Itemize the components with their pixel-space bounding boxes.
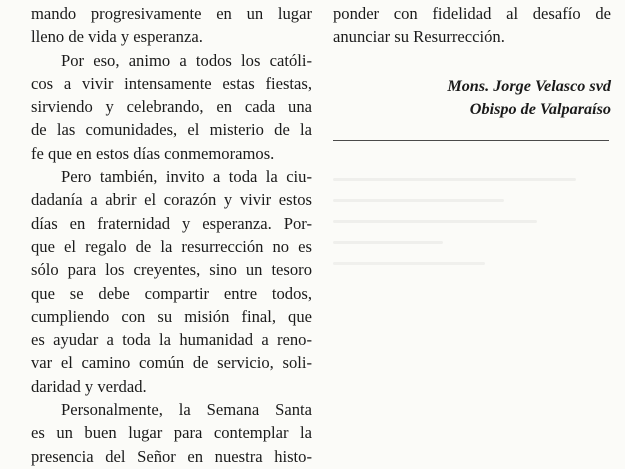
left-text-column — [31, 2, 312, 468]
text-line: ponder con fidelidad al desafío de — [333, 4, 611, 23]
signature-block — [447, 75, 611, 122]
signature-title: Obispo de Valparaíso — [469, 100, 611, 119]
text-line: lleno de vida y esperanza. — [31, 27, 203, 47]
text-line: que se debe compartir entre todos, — [31, 283, 312, 303]
text-line: anunciar su Resurrección. — [333, 27, 505, 47]
text-line: de las comunidades, el misterio de la — [31, 120, 312, 140]
text-line: que el regalo de la resurrección no es — [31, 236, 312, 256]
text-line: mando progresivamente en un lugar — [31, 4, 312, 23]
text-line: daridad y verdad. — [31, 376, 147, 396]
text-line: presencia del Señor en nuestra histo- — [31, 446, 312, 466]
paragraph-start-line: Por eso, animo a todos los católi- — [61, 50, 312, 70]
signature-name: Mons. Jorge Velasco svd — [447, 77, 611, 95]
text-line: fe que en estos días conmemoramos. — [31, 143, 275, 163]
bleed-through-texture — [333, 160, 609, 450]
text-line: es ayudar a toda la humanidad a reno- — [31, 330, 312, 350]
right-text-column — [333, 2, 611, 49]
text-line: dadanía a abrir el corazón y vivir estos — [31, 190, 312, 210]
divider — [333, 140, 609, 141]
text-line: var el camino común de servicio, soli- — [31, 353, 312, 373]
text-line: sirviendo y celebrando, en cada una — [31, 97, 312, 117]
text-line: cos a vivir intensamente estas fiestas, — [31, 73, 312, 93]
paragraph-start-line: Personalmente, la Semana Santa — [61, 400, 312, 420]
text-line: sólo para los creyentes, sino un tesoro — [31, 260, 312, 280]
text-line: días en fraternidad y esperanza. Por- — [31, 213, 312, 233]
text-line: cumpliendo con su misión final, que — [31, 306, 312, 326]
text-line: es un buen lugar para contemplar la — [31, 423, 312, 443]
paragraph-start-line: Pero también, invito a toda la ciu- — [61, 167, 312, 187]
